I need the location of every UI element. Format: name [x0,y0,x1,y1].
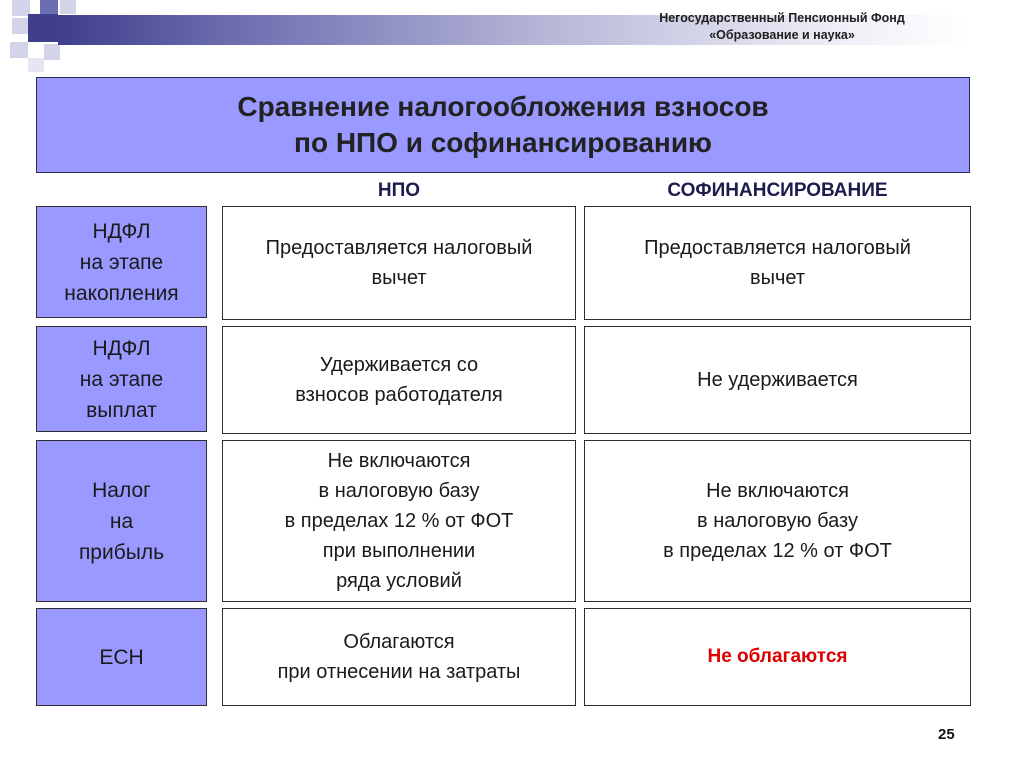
decor-square [60,0,76,14]
slide-title [36,77,970,173]
cofinancing-cell: Предоставляется налоговый вычет [584,206,971,320]
decor-square [28,14,58,42]
column-header-cofinancing: СОФИНАНСИРОВАНИЕ [667,180,888,201]
row-label: Налог на прибыль [36,440,207,602]
decor-square [10,42,28,58]
npo-cell: Облагаются при отнесении на затраты [222,608,576,706]
decor-square [44,44,60,60]
title-line-1: Сравнение налогообложения взносов [237,91,769,122]
cofinancing-cell-emphasis: Не облагаются [584,608,971,706]
page-number: 25 [938,726,955,743]
organization-line-2: «Образование и наука» [709,28,855,42]
npo-cell: Не включаются в налоговую базу в пределах 12 % от ФОТ при выполнении ряда условий [222,440,576,602]
npo-cell: Удерживается со взносов работодателя [222,326,576,434]
decor-square [28,58,44,72]
column-header-npo: НПО [377,180,421,201]
decor-square [12,18,28,34]
row-label: НДФЛ на этапе накопления [36,206,207,318]
row-label: ЕСН [36,608,207,706]
cofinancing-cell: Не удерживается [584,326,971,434]
title-line-2: по НПО и софинансированию [294,127,712,158]
cofinancing-cell: Не включаются в налоговую базу в пределах 12 % от ФОТ [584,440,971,602]
row-label: НДФЛ на этапе выплат [36,326,207,432]
organization-name [602,10,962,44]
organization-line-1: Негосударственный Пенсионный Фонд [659,11,905,25]
npo-cell: Предоставляется налоговый вычет [222,206,576,320]
